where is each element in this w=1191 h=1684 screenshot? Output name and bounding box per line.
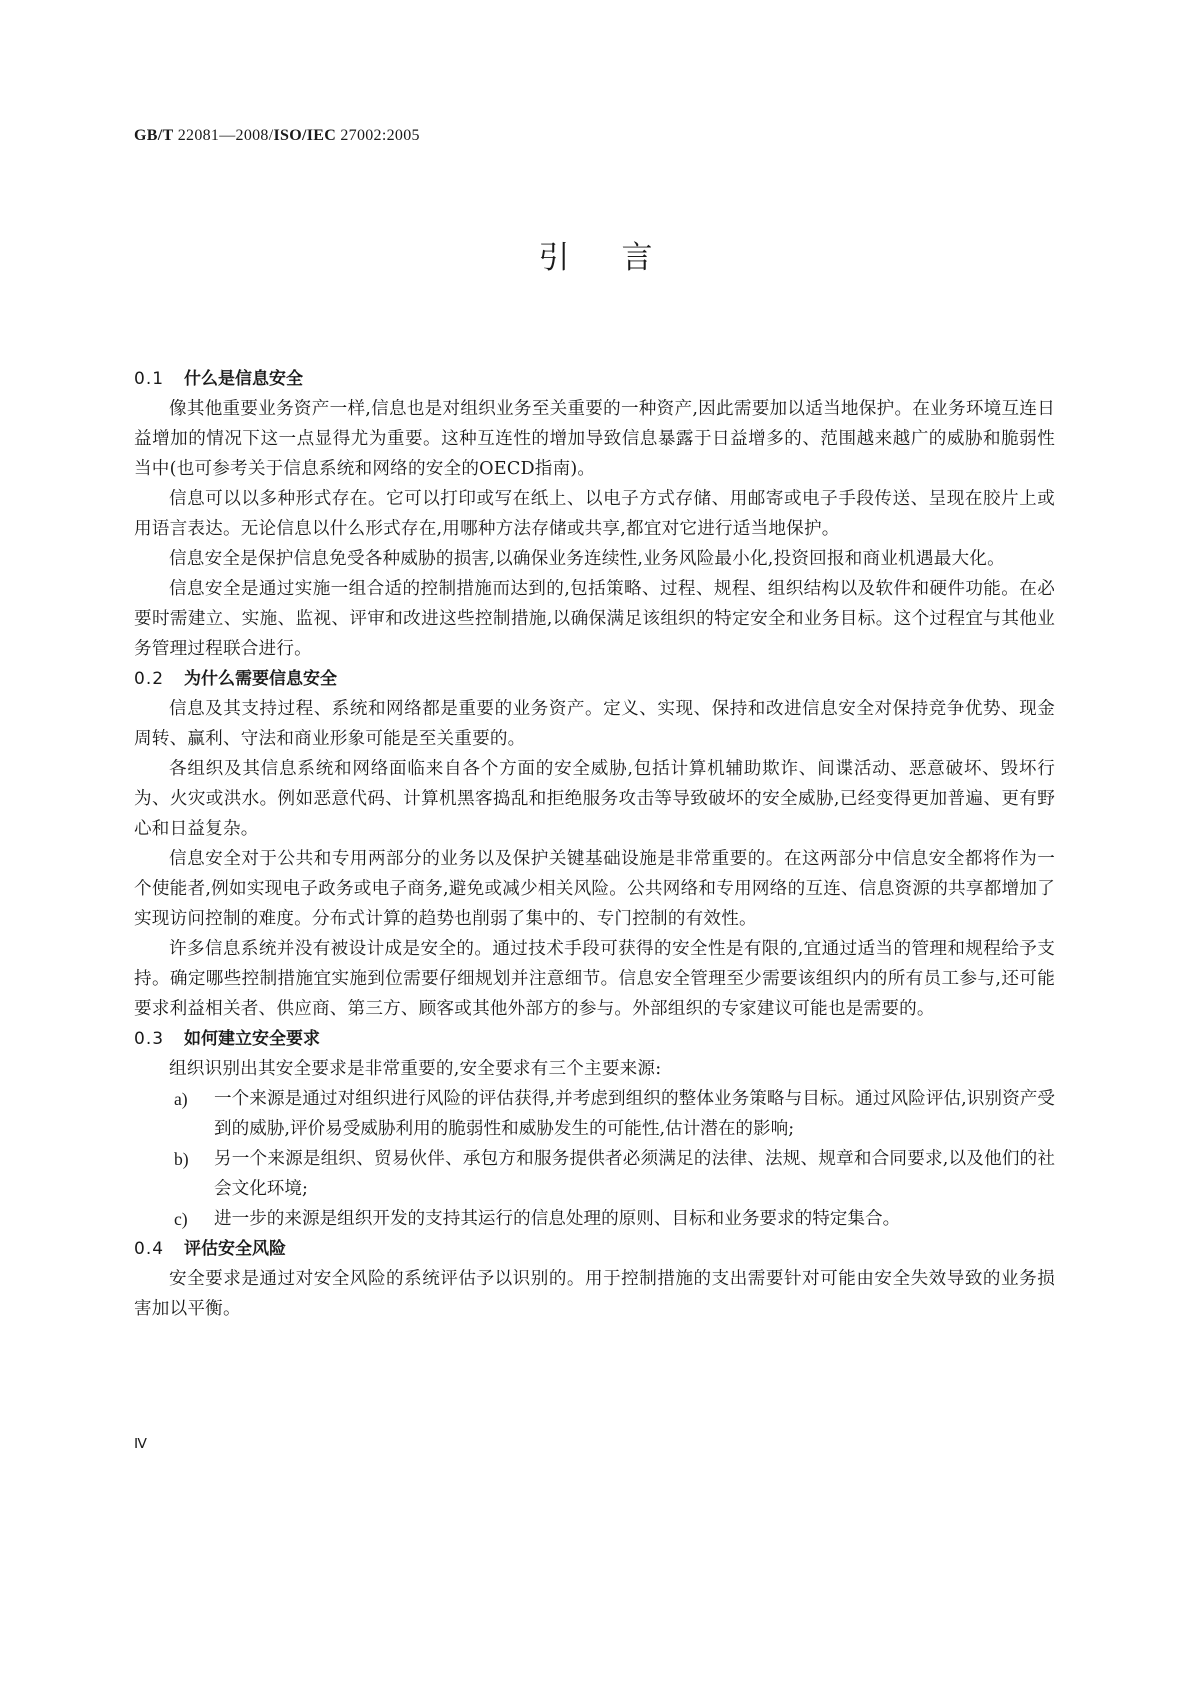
paragraph: 组织识别出其安全要求是非常重要的,安全要求有三个主要来源: (169, 1059, 662, 1079)
section-heading-0-3: 0.3 如何建立安全要求 (134, 1029, 320, 1049)
list-item: a) 一个来源是通过对组织进行风险的评估获得,并考虑到组织的整体业务策略与目标。通过风险评估,识别资产受到的威胁,评价易受威胁利用的脆弱性和威胁发生的可能性,估计潜在的影响; (174, 1089, 1055, 1139)
page-number: Ⅳ (134, 1437, 147, 1452)
section-heading-0-1: 0.1 什么是信息安全 (134, 369, 303, 389)
paragraph: 许多信息系统并没有被设计成是安全的。通过技术手段可获得的安全性是有限的,宜通过适当的管理和规程给予支持。确定哪些控制措施宜实施到位需要仔细规划并注意细节。信息安全管理至少需要该组织内的所有员工参与,还可能要求利益相关者、供应商、第三方、顾客或其他外部方的参与。外部组织的专家建议可能也是需要的。 (134, 939, 1055, 1019)
section-heading-0-4: 0.4 评估安全风险 (134, 1239, 286, 1259)
paragraph: 信息安全是保护信息免受各种威胁的损害,以确保业务连续性,业务风险最小化,投资回报和商业机遇最大化。 (169, 549, 1005, 569)
paragraph: 信息及其支持过程、系统和网络都是重要的业务资产。定义、实现、保持和改进信息安全对保持竞争优势、现金周转、赢利、守法和商业形象可能是至关重要的。 (134, 699, 1055, 749)
paragraph: 像其他重要业务资产一样,信息也是对组织业务至关重要的一种资产,因此需要加以适当地保护。在业务环境互连日益增加的情况下这一点显得尤为重要。这种互连性的增加导致信息暴露于日益增多的、范围越来越广的威胁和脆弱性当中(也可参考关于信息系统和网络的安全的OECD指南)。 (134, 399, 1055, 479)
paragraph: 信息可以以多种形式存在。它可以打印或写在纸上、以电子方式存储、用邮寄或电子手段传送、呈现在胶片上或用语言表达。无论信息以什么形式存在,用哪种方法存储或共享,都宜对它进行适当地保护。 (134, 489, 1055, 539)
list-item: c) 进一步的来源是组织开发的支持其运行的信息处理的原则、目标和业务要求的特定集合。 (174, 1209, 901, 1229)
section-heading-0-2: 0.2 为什么需要信息安全 (134, 669, 337, 689)
standard-code: GB/T 22081—2008/ISO/IEC 27002:2005 (134, 127, 420, 144)
paragraph: 各组织及其信息系统和网络面临来自各个方面的安全威胁,包括计算机辅助欺诈、间谍活动、恶意破坏、毁坏行为、火灾或洪水。例如恶意代码、计算机黑客捣乱和拒绝服务攻击等导致破坏的安全威胁,已经变得更加普遍、更有野心和日益复杂。 (134, 759, 1055, 839)
paragraph: 安全要求是通过对安全风险的系统评估予以识别的。用于控制措施的支出需要针对可能由安全失效导致的业务损害加以平衡。 (134, 1269, 1055, 1319)
paragraph: 信息安全是通过实施一组合适的控制措施而达到的,包括策略、过程、规程、组织结构以及软件和硬件功能。在必要时需建立、实施、监视、评审和改进这些控制措施,以确保满足该组织的特定安全和业务目标。这个过程宜与其他业务管理过程联合进行。 (134, 579, 1055, 659)
paragraph: 信息安全对于公共和专用两部分的业务以及保护关键基础设施是非常重要的。在这两部分中信息安全都将作为一个使能者,例如实现电子政务或电子商务,避免或减少相关风险。公共网络和专用网络的互连、信息资源的共享都增加了实现访问控制的难度。分布式计算的趋势也削弱了集中的、专门控制的有效性。 (134, 849, 1055, 929)
page-title: 引言 (538, 240, 705, 276)
list-item: b) 另一个来源是组织、贸易伙伴、承包方和服务提供者必须满足的法律、法规、规章和合同要求,以及他们的社会文化环境; (174, 1149, 1055, 1199)
document-body (134, 364, 1055, 1324)
